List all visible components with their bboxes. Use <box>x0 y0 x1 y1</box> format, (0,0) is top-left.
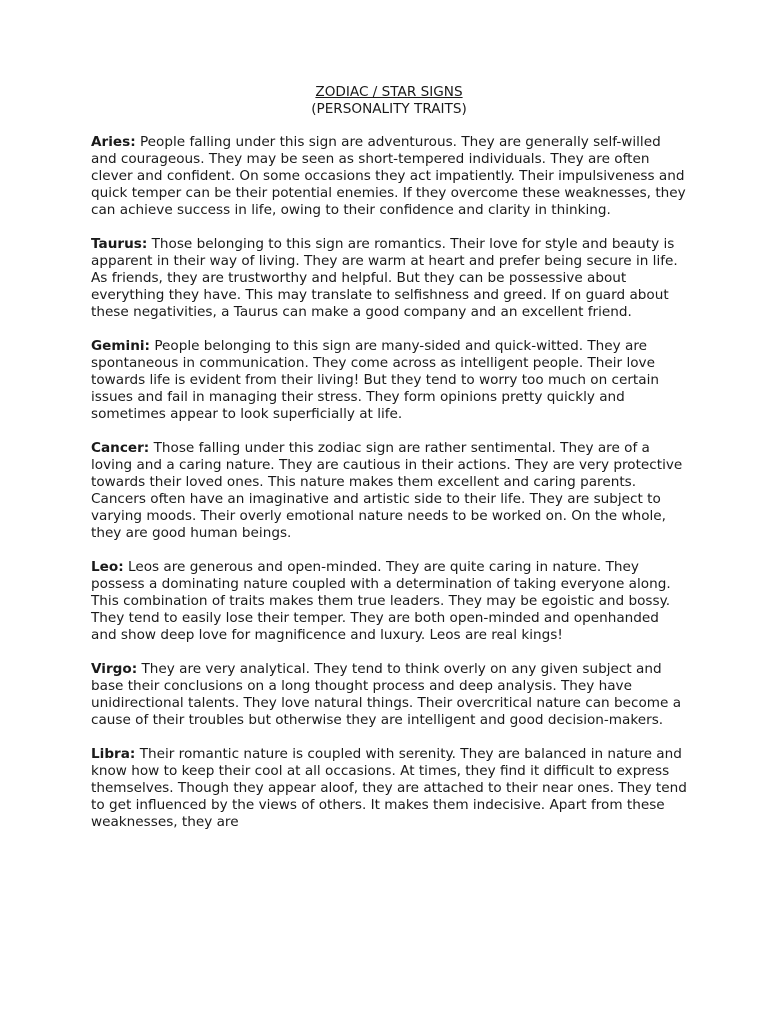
section-taurus <box>91 236 687 321</box>
section-leo <box>91 559 687 644</box>
document-subtitle: (PERSONALITY TRAITS) <box>311 101 467 117</box>
document-body <box>91 84 687 848</box>
document-title: ZODIAC / STAR SIGNS <box>315 84 463 100</box>
section-text: Those falling under this zodiac sign are rather sentimental. They are of a loving and a caring nature. They are cautious in their actions. They are very protective towards their loved ones. This nature makes them excellent and caring parents. Cancers often have an imaginative and artistic side to their life. They are subject to varying moods. Their overly emotional nature needs to be worked on. On the whole, they are good human beings. <box>91 440 683 541</box>
section-virgo <box>91 661 687 729</box>
sign-name: Taurus: <box>91 236 148 252</box>
section-libra <box>91 746 687 831</box>
section-gemini <box>91 338 687 423</box>
sign-name: Virgo: <box>91 661 138 677</box>
section-text: Those belonging to this sign are romantics. Their love for style and beauty is apparent in their way of living. They are warm at heart and prefer being secure in life. As friends, they are trustworthy and helpful. But they can be possessive about everything they have. This may translate to selfishness and greed. If on guard about these negativities, a Taurus can make a good company and an excellent friend. <box>91 236 678 320</box>
section-text: People belonging to this sign are many-sided and quick-witted. They are spontaneous in communication. They come across as intelligent people. Their love towards life is evident from their living! But they tend to worry too much on certain issues and fail in managing their stress. They form opinions pretty quickly and sometimes appear to look superficially at life. <box>91 338 659 422</box>
section-text: They are very analytical. They tend to think overly on any given subject and base their conclusions on a long thought process and deep analysis. They have unidirectional talents. They love natural things. Their overcritical nature can become a cause of their troubles but otherwise they are intelligent and good decision-makers. <box>91 661 682 728</box>
section-text: Leos are generous and open-minded. They are quite caring in nature. They possess a dominating nature coupled with a determination of taking everyone along. This combination of traits makes them true leaders. They may be egoistic and bossy. They tend to easily lose their temper. They are both open-minded and openhanded and show deep love for magnificence and luxury. Leos are real kings! <box>91 559 671 643</box>
sign-name: Libra: <box>91 746 136 762</box>
sign-name: Gemini: <box>91 338 150 354</box>
title-block <box>91 84 687 118</box>
section-text: Their romantic nature is coupled with serenity. They are balanced in nature and know how to keep their cool at all occasions. At times, they find it difficult to express themselves. Though they appear aloof, they are attached to their near ones. They tend to get influenced by the views of others. It makes them indecisive. Apart from these weaknesses, they are <box>91 746 687 830</box>
section-cancer <box>91 440 687 542</box>
section-text: People falling under this sign are adventurous. They are generally self-willed and courageous. They may be seen as short-tempered individuals. They are often clever and confident. On some occasions they act impatiently. Their impulsiveness and quick temper can be their potential enemies. If they overcome these weaknesses, they can achieve success in life, owing to their confidence and clarity in thinking. <box>91 134 686 218</box>
sign-name: Cancer: <box>91 440 150 456</box>
section-aries <box>91 134 687 219</box>
sign-name: Leo: <box>91 559 124 575</box>
sign-name: Aries: <box>91 134 136 150</box>
